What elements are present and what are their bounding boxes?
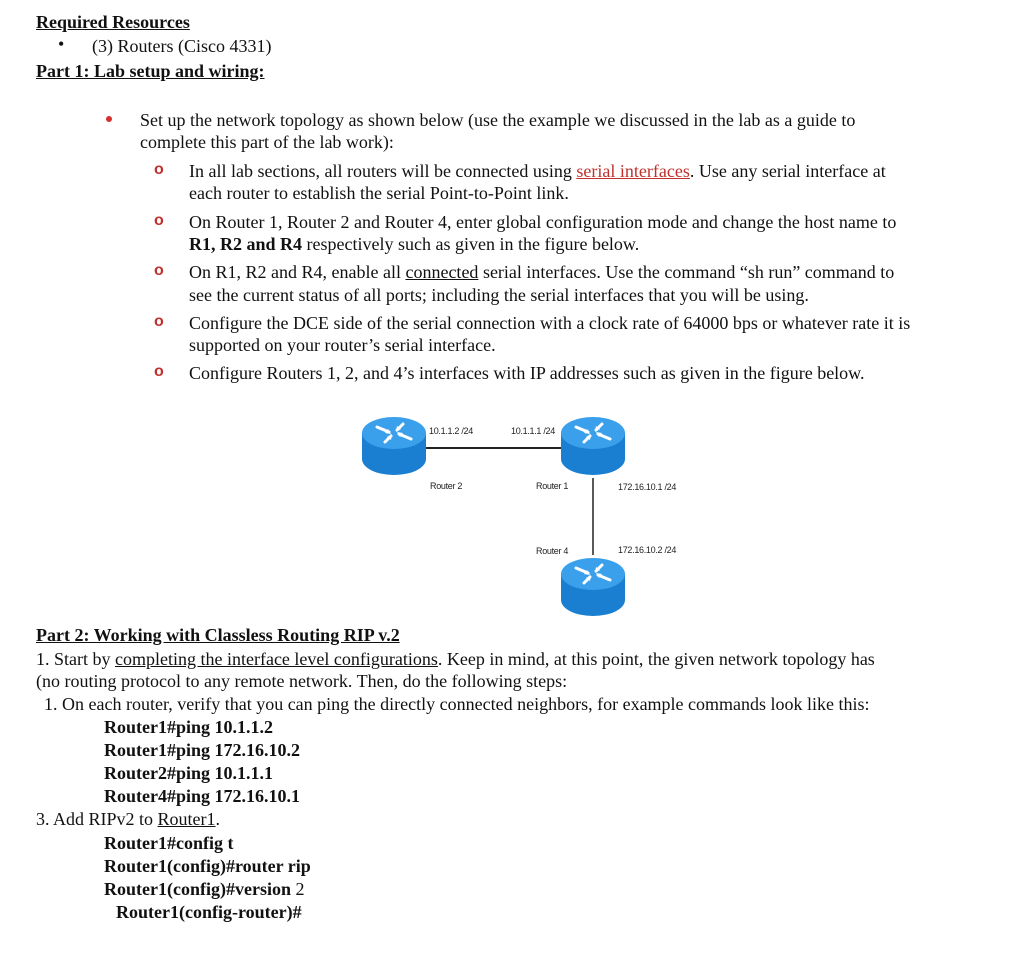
serial-interfaces-link[interactable]: serial interfaces	[576, 161, 690, 181]
router-2-icon	[361, 415, 427, 477]
config-command: Router1(config)#router rip	[104, 856, 311, 876]
ping-command: Router1#ping 172.16.10.2	[104, 740, 301, 760]
part1-heading: Part 1: Lab setup and wiring:	[36, 61, 265, 81]
r1-ip-left-label: 10.1.1.1 /24	[511, 426, 555, 436]
sub-bullet-3-line2: see the current status of all ports; including the serial interfaces that you will be using.	[189, 285, 809, 305]
resources-item: (3) Routers (Cisco 4331)	[92, 36, 272, 56]
sub-bullet-2-line2: R1, R2 and R4 respectively such as given in the figure below.	[189, 234, 640, 254]
router-4-label: Router 4	[536, 546, 569, 556]
r2-ip-label: 10.1.1.2 /24	[429, 426, 473, 436]
config-command: Router1(config)#version 2	[104, 879, 305, 899]
sub-bullet-2-line1: On Router 1, Router 2 and Router 4, enter global configuration mode and change the host name to	[189, 212, 897, 232]
r1-ip-down-label: 172.16.10.1 /24	[618, 482, 677, 492]
router-1-icon	[560, 415, 626, 477]
ping-command: Router2#ping 10.1.1.1	[104, 763, 274, 783]
router-2-label: Router 2	[430, 481, 463, 491]
bullet-dot: •	[58, 34, 65, 54]
part2-p3-line: 3. Add RIPv2 to Router1.	[36, 809, 221, 829]
sub-bullet-3-line1: On R1, R2 and R4, enable all connected serial interfaces. Use the command “sh run” command to	[189, 262, 895, 282]
sub-bullet-4-line2: supported on your router’s serial interface.	[189, 335, 496, 355]
part2-p1-line2: (no routing protocol to any remote network. Then, do the following steps:	[36, 671, 568, 691]
sub-bullet-1-line1: In all lab sections, all routers will be connected using serial interfaces. Use any serial interface at	[189, 161, 886, 181]
sub-bullet-marker: o	[154, 161, 164, 178]
sub-bullet-marker: o	[154, 212, 164, 229]
sub-bullet-marker: o	[154, 363, 164, 380]
part2-p1-line1: 1. Start by completing the interface level configurations. Keep in mind, at this point, the given network topology has	[36, 649, 875, 669]
config-command: Router1#config t	[104, 833, 234, 853]
part2-p2-line: 1. On each router, verify that you can ping the directly connected neighbors, for example commands look like this:	[44, 694, 870, 714]
router-4-icon	[560, 556, 626, 618]
main-bullet-line1: Set up the network topology as shown below (use the example we discussed in the lab as a guide to	[140, 110, 856, 130]
red-bullet	[106, 116, 112, 122]
sub-bullet-marker: o	[154, 313, 164, 330]
ping-command: Router4#ping 172.16.10.1	[104, 786, 301, 806]
part2-heading: Part 2: Working with Classless Routing RIP v.2	[36, 625, 400, 645]
main-bullet-line2: complete this part of the lab work):	[140, 132, 394, 152]
ping-command: Router1#ping 10.1.1.2	[104, 717, 274, 737]
sub-bullet-5-line1: Configure Routers 1, 2, and 4’s interfaces with IP addresses such as given in the figure below.	[189, 363, 865, 383]
sub-bullet-marker: o	[154, 262, 164, 279]
router-1-label: Router 1	[536, 481, 569, 491]
config-command: Router1(config-router)#	[116, 902, 302, 922]
sub-bullet-4-line1: Configure the DCE side of the serial connection with a clock rate of 64000 bps or whatever rate it is	[189, 313, 911, 333]
sub-bullet-1-line2: each router to establish the serial Point-to-Point link.	[189, 183, 569, 203]
r4-ip-label: 172.16.10.2 /24	[618, 545, 677, 555]
resources-heading: Required Resources	[36, 12, 190, 32]
